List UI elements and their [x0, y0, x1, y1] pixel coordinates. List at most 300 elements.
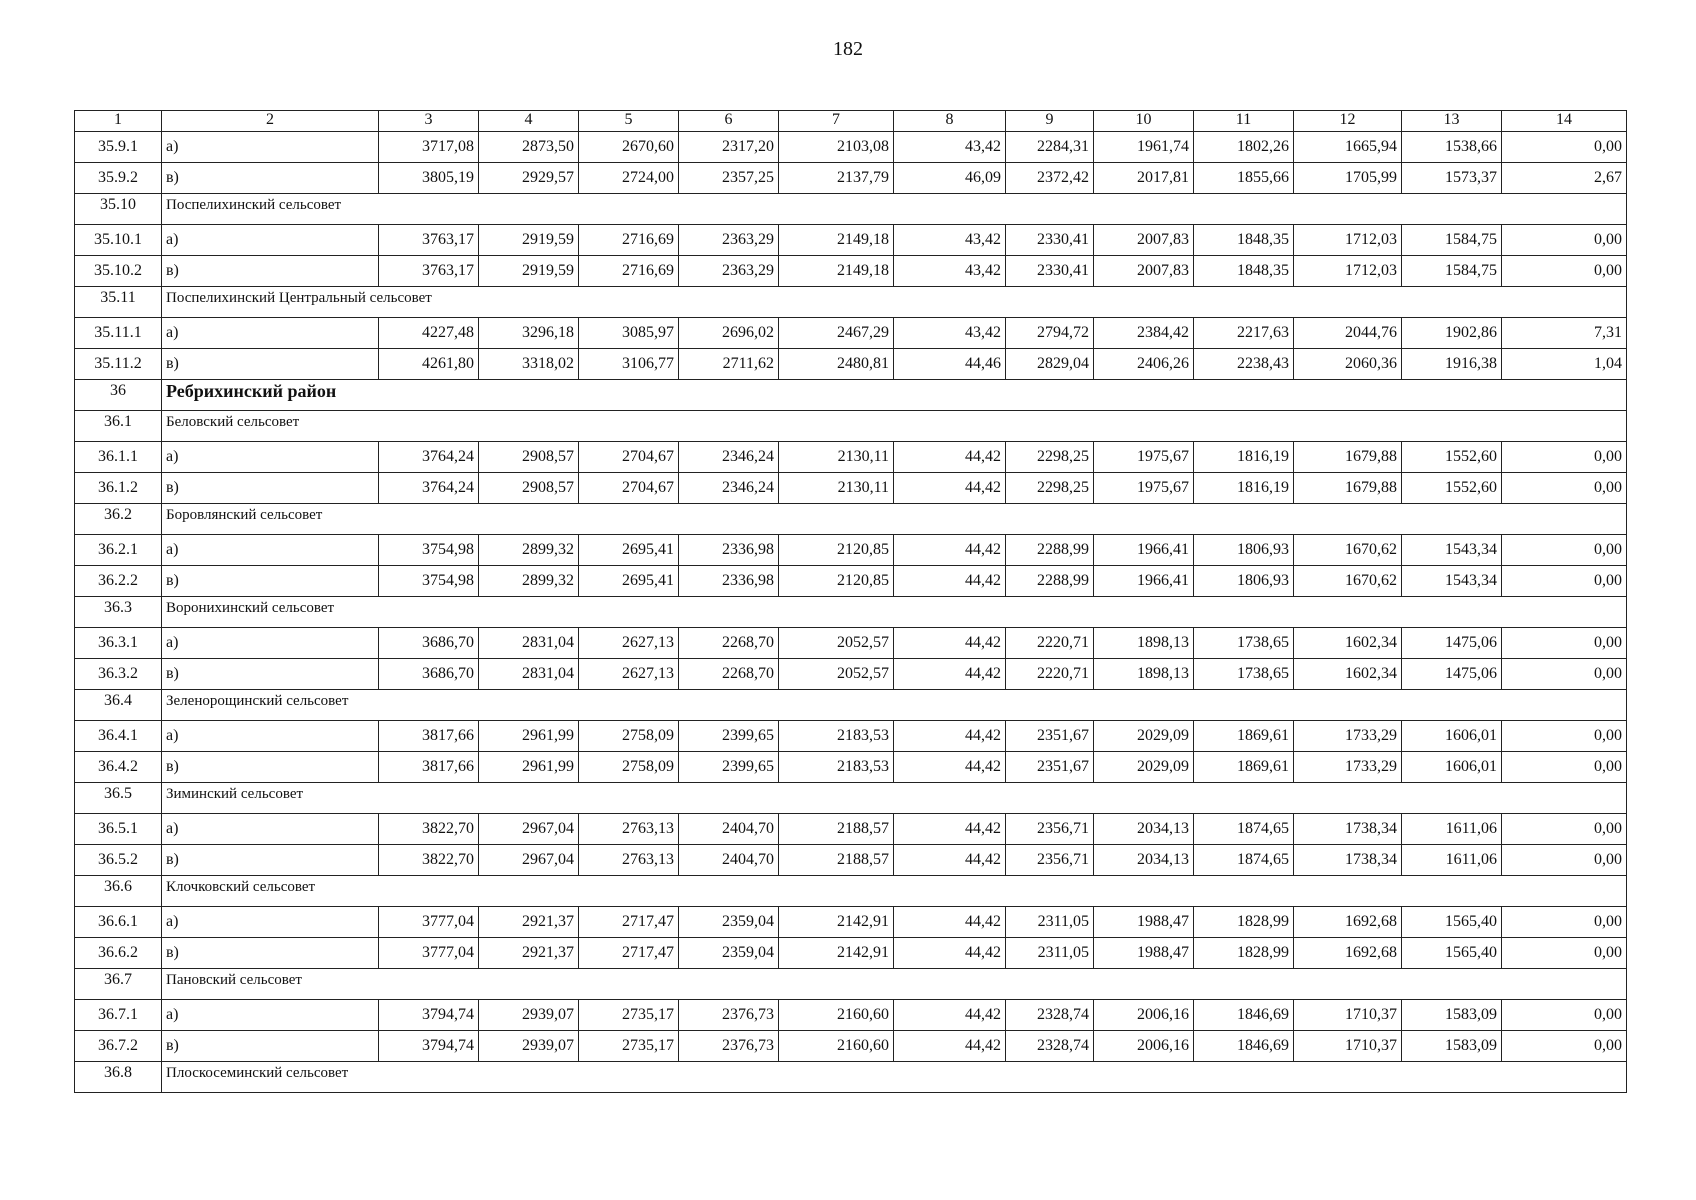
value-cell: 2929,57: [479, 163, 579, 194]
value-cell: 2130,11: [779, 473, 894, 504]
value-cell: 2183,53: [779, 721, 894, 752]
row-variant: а): [162, 535, 379, 566]
header-cell: 1: [75, 111, 162, 132]
value-cell: 2311,05: [1006, 938, 1094, 969]
value-cell: 2336,98: [679, 535, 779, 566]
value-cell: 2351,67: [1006, 721, 1094, 752]
value-cell: 2183,53: [779, 752, 894, 783]
value-cell: 3296,18: [479, 318, 579, 349]
value-cell: 2763,13: [579, 845, 679, 876]
value-cell: 1710,37: [1294, 1031, 1402, 1062]
value-cell: 1475,06: [1402, 659, 1502, 690]
table-row: [75, 535, 1627, 566]
value-cell: 2330,41: [1006, 225, 1094, 256]
row-code: 36.1.2: [75, 473, 162, 504]
row-code: 35.11.2: [75, 349, 162, 380]
value-cell: 1705,99: [1294, 163, 1402, 194]
value-cell: 1966,41: [1094, 566, 1194, 597]
value-cell: 2695,41: [579, 535, 679, 566]
value-cell: 1966,41: [1094, 535, 1194, 566]
value-cell: 3763,17: [379, 256, 479, 287]
value-cell: 1670,62: [1294, 535, 1402, 566]
council-row: [75, 1062, 1627, 1093]
value-cell: 1874,65: [1194, 845, 1294, 876]
value-cell: 2356,71: [1006, 814, 1094, 845]
value-cell: 1975,67: [1094, 473, 1194, 504]
value-cell: 44,46: [894, 349, 1006, 380]
value-cell: 2406,26: [1094, 349, 1194, 380]
value-cell: 1565,40: [1402, 907, 1502, 938]
value-cell: 1738,34: [1294, 814, 1402, 845]
value-cell: 2220,71: [1006, 628, 1094, 659]
value-cell: 44,42: [894, 845, 1006, 876]
value-cell: 43,42: [894, 225, 1006, 256]
header-cell: 12: [1294, 111, 1402, 132]
section-code: 36.7: [75, 969, 162, 1000]
value-cell: 4227,48: [379, 318, 479, 349]
value-cell: 3754,98: [379, 566, 479, 597]
value-cell: 2404,70: [679, 814, 779, 845]
value-cell: 2052,57: [779, 659, 894, 690]
value-cell: 2704,67: [579, 442, 679, 473]
value-cell: 44,42: [894, 473, 1006, 504]
row-variant: а): [162, 628, 379, 659]
council-row: [75, 411, 1627, 442]
header-cell: 2: [162, 111, 379, 132]
value-cell: 2060,36: [1294, 349, 1402, 380]
value-cell: 3754,98: [379, 535, 479, 566]
value-cell: 44,42: [894, 1000, 1006, 1031]
value-cell: 2480,81: [779, 349, 894, 380]
value-cell: 44,42: [894, 659, 1006, 690]
section-code: 36.4: [75, 690, 162, 721]
value-cell: 44,42: [894, 1031, 1006, 1062]
section-code: 36.8: [75, 1062, 162, 1093]
table-row: [75, 225, 1627, 256]
value-cell: 2899,32: [479, 535, 579, 566]
value-cell: 2137,79: [779, 163, 894, 194]
row-variant: а): [162, 442, 379, 473]
table-row: [75, 1000, 1627, 1031]
row-variant: в): [162, 473, 379, 504]
value-cell: 1874,65: [1194, 814, 1294, 845]
row-code: 35.10.1: [75, 225, 162, 256]
value-cell: 2921,37: [479, 938, 579, 969]
section-code: 35.11: [75, 287, 162, 318]
value-cell: 3794,74: [379, 1031, 479, 1062]
row-variant: а): [162, 132, 379, 163]
value-cell: 2711,62: [679, 349, 779, 380]
value-cell: 2695,41: [579, 566, 679, 597]
value-cell: 2404,70: [679, 845, 779, 876]
value-cell: 1584,75: [1402, 256, 1502, 287]
value-cell: 2328,74: [1006, 1000, 1094, 1031]
council-title: Поспелихинский Центральный сельсовет: [162, 287, 1627, 318]
council-row: [75, 690, 1627, 721]
table-row: [75, 659, 1627, 690]
value-cell: 4261,80: [379, 349, 479, 380]
row-code: 35.11.1: [75, 318, 162, 349]
header-cell: 6: [679, 111, 779, 132]
value-cell: 1475,06: [1402, 628, 1502, 659]
value-cell: 2717,47: [579, 938, 679, 969]
section-code: 35.10: [75, 194, 162, 225]
value-cell: 2188,57: [779, 814, 894, 845]
value-cell: 1846,69: [1194, 1000, 1294, 1031]
value-cell: 2346,24: [679, 473, 779, 504]
value-cell: 2160,60: [779, 1031, 894, 1062]
value-cell: 2919,59: [479, 225, 579, 256]
value-cell: 44,42: [894, 752, 1006, 783]
value-cell: 3822,70: [379, 845, 479, 876]
value-cell: 1543,34: [1402, 566, 1502, 597]
header-cell: 14: [1502, 111, 1627, 132]
row-code: 36.2.2: [75, 566, 162, 597]
header-cell: 8: [894, 111, 1006, 132]
council-title: Зиминский сельсовет: [162, 783, 1627, 814]
value-cell: 1602,34: [1294, 659, 1402, 690]
value-cell: 2268,70: [679, 628, 779, 659]
table-row: [75, 628, 1627, 659]
table-row: [75, 318, 1627, 349]
row-code: 36.3.2: [75, 659, 162, 690]
row-variant: а): [162, 721, 379, 752]
table-row: [75, 752, 1627, 783]
value-cell: 2831,04: [479, 659, 579, 690]
value-cell: 1679,88: [1294, 442, 1402, 473]
value-cell: 2829,04: [1006, 349, 1094, 380]
value-cell: 3794,74: [379, 1000, 479, 1031]
value-cell: 0,00: [1502, 752, 1627, 783]
value-cell: 1961,74: [1094, 132, 1194, 163]
value-cell: 2735,17: [579, 1031, 679, 1062]
value-cell: 44,42: [894, 814, 1006, 845]
value-cell: 1916,38: [1402, 349, 1502, 380]
row-code: 35.9.1: [75, 132, 162, 163]
value-cell: 2758,09: [579, 752, 679, 783]
row-code: 36.1.1: [75, 442, 162, 473]
value-cell: 44,42: [894, 721, 1006, 752]
table-row: [75, 721, 1627, 752]
council-row: [75, 876, 1627, 907]
row-code: 36.5.2: [75, 845, 162, 876]
row-variant: в): [162, 1031, 379, 1062]
value-cell: 1733,29: [1294, 752, 1402, 783]
value-cell: 44,42: [894, 938, 1006, 969]
table-row: [75, 907, 1627, 938]
table-row: [75, 938, 1627, 969]
value-cell: 2149,18: [779, 256, 894, 287]
value-cell: 1898,13: [1094, 628, 1194, 659]
value-cell: 2372,42: [1006, 163, 1094, 194]
value-cell: 2763,13: [579, 814, 679, 845]
value-cell: 2357,25: [679, 163, 779, 194]
row-variant: а): [162, 907, 379, 938]
value-cell: 2288,99: [1006, 566, 1094, 597]
row-variant: а): [162, 814, 379, 845]
value-cell: 0,00: [1502, 442, 1627, 473]
table-row: [75, 845, 1627, 876]
value-cell: 0,00: [1502, 721, 1627, 752]
value-cell: 1710,37: [1294, 1000, 1402, 1031]
value-cell: 2268,70: [679, 659, 779, 690]
row-code: 36.6.1: [75, 907, 162, 938]
value-cell: 0,00: [1502, 256, 1627, 287]
council-title: Беловский сельсовет: [162, 411, 1627, 442]
value-cell: 1611,06: [1402, 845, 1502, 876]
value-cell: 2007,83: [1094, 256, 1194, 287]
value-cell: 3817,66: [379, 721, 479, 752]
value-cell: 1738,65: [1194, 659, 1294, 690]
row-code: 35.9.2: [75, 163, 162, 194]
value-cell: 3777,04: [379, 938, 479, 969]
value-cell: 2160,60: [779, 1000, 894, 1031]
council-row: [75, 194, 1627, 225]
value-cell: 2899,32: [479, 566, 579, 597]
value-cell: 1602,34: [1294, 628, 1402, 659]
value-cell: 2716,69: [579, 256, 679, 287]
value-cell: 2376,73: [679, 1000, 779, 1031]
section-code: 36.2: [75, 504, 162, 535]
value-cell: 2919,59: [479, 256, 579, 287]
row-variant: в): [162, 659, 379, 690]
value-cell: 1902,86: [1402, 318, 1502, 349]
value-cell: 1565,40: [1402, 938, 1502, 969]
tariff-table-container: [74, 110, 1626, 1093]
value-cell: 1806,93: [1194, 535, 1294, 566]
value-cell: 2670,60: [579, 132, 679, 163]
value-cell: 43,42: [894, 132, 1006, 163]
council-title: Плоскосеминский сельсовет: [162, 1062, 1627, 1093]
section-code: 36.5: [75, 783, 162, 814]
value-cell: 1802,26: [1194, 132, 1294, 163]
table-row: [75, 163, 1627, 194]
value-cell: 0,00: [1502, 628, 1627, 659]
value-cell: 2356,71: [1006, 845, 1094, 876]
value-cell: 1816,19: [1194, 473, 1294, 504]
value-cell: 0,00: [1502, 814, 1627, 845]
row-variant: в): [162, 256, 379, 287]
section-code: 36.1: [75, 411, 162, 442]
value-cell: 1552,60: [1402, 473, 1502, 504]
value-cell: 1855,66: [1194, 163, 1294, 194]
value-cell: 2384,42: [1094, 318, 1194, 349]
row-variant: в): [162, 938, 379, 969]
value-cell: 3318,02: [479, 349, 579, 380]
table-row: [75, 1031, 1627, 1062]
header-cell: 11: [1194, 111, 1294, 132]
value-cell: 2120,85: [779, 535, 894, 566]
value-cell: 1538,66: [1402, 132, 1502, 163]
region-row: [75, 380, 1627, 411]
section-code: 36.3: [75, 597, 162, 628]
value-cell: 3817,66: [379, 752, 479, 783]
value-cell: 1573,37: [1402, 163, 1502, 194]
value-cell: 1806,93: [1194, 566, 1294, 597]
value-cell: 2052,57: [779, 628, 894, 659]
value-cell: 1,04: [1502, 349, 1627, 380]
council-title: Поспелихинский сельсовет: [162, 194, 1627, 225]
value-cell: 0,00: [1502, 659, 1627, 690]
value-cell: 1869,61: [1194, 721, 1294, 752]
council-row: [75, 287, 1627, 318]
value-cell: 0,00: [1502, 907, 1627, 938]
value-cell: 46,09: [894, 163, 1006, 194]
row-code: 35.10.2: [75, 256, 162, 287]
value-cell: 1665,94: [1294, 132, 1402, 163]
row-variant: в): [162, 349, 379, 380]
value-cell: 2939,07: [479, 1031, 579, 1062]
council-row: [75, 783, 1627, 814]
header-cell: 3: [379, 111, 479, 132]
row-code: 36.7.2: [75, 1031, 162, 1062]
value-cell: 3764,24: [379, 442, 479, 473]
row-code: 36.6.2: [75, 938, 162, 969]
table-row: [75, 256, 1627, 287]
value-cell: 1670,62: [1294, 566, 1402, 597]
value-cell: 2017,81: [1094, 163, 1194, 194]
header-cell: 9: [1006, 111, 1094, 132]
value-cell: 2044,76: [1294, 318, 1402, 349]
value-cell: 2317,20: [679, 132, 779, 163]
council-title: Боровлянский сельсовет: [162, 504, 1627, 535]
value-cell: 2103,08: [779, 132, 894, 163]
value-cell: 44,42: [894, 442, 1006, 473]
council-row: [75, 969, 1627, 1000]
value-cell: 2967,04: [479, 845, 579, 876]
value-cell: 2007,83: [1094, 225, 1194, 256]
value-cell: 0,00: [1502, 1031, 1627, 1062]
value-cell: 2399,65: [679, 721, 779, 752]
table-row: [75, 814, 1627, 845]
value-cell: 2939,07: [479, 1000, 579, 1031]
value-cell: 3085,97: [579, 318, 679, 349]
value-cell: 1606,01: [1402, 752, 1502, 783]
value-cell: 1975,67: [1094, 442, 1194, 473]
header-cell: 10: [1094, 111, 1194, 132]
value-cell: 0,00: [1502, 132, 1627, 163]
row-variant: в): [162, 163, 379, 194]
header-cell: 13: [1402, 111, 1502, 132]
value-cell: 2735,17: [579, 1000, 679, 1031]
value-cell: 44,42: [894, 907, 1006, 938]
value-cell: 0,00: [1502, 473, 1627, 504]
region-title: Ребрихинский район: [162, 380, 1627, 411]
value-cell: 2908,57: [479, 473, 579, 504]
value-cell: 44,42: [894, 628, 1006, 659]
value-cell: 0,00: [1502, 845, 1627, 876]
value-cell: 2627,13: [579, 659, 679, 690]
value-cell: 2298,25: [1006, 442, 1094, 473]
value-cell: 1692,68: [1294, 938, 1402, 969]
value-cell: 3106,77: [579, 349, 679, 380]
value-cell: 3822,70: [379, 814, 479, 845]
tariff-table: [74, 110, 1627, 1093]
value-cell: 2217,63: [1194, 318, 1294, 349]
value-cell: 2873,50: [479, 132, 579, 163]
council-row: [75, 597, 1627, 628]
value-cell: 2363,29: [679, 256, 779, 287]
value-cell: 2336,98: [679, 566, 779, 597]
value-cell: 2717,47: [579, 907, 679, 938]
section-code: 36: [75, 380, 162, 411]
council-title: Пановский сельсовет: [162, 969, 1627, 1000]
row-variant: а): [162, 1000, 379, 1031]
row-code: 36.7.1: [75, 1000, 162, 1031]
value-cell: 2188,57: [779, 845, 894, 876]
row-variant: а): [162, 318, 379, 349]
row-code: 36.3.1: [75, 628, 162, 659]
value-cell: 1816,19: [1194, 442, 1294, 473]
row-variant: в): [162, 566, 379, 597]
value-cell: 2359,04: [679, 907, 779, 938]
value-cell: 1848,35: [1194, 256, 1294, 287]
value-cell: 1738,34: [1294, 845, 1402, 876]
value-cell: 2716,69: [579, 225, 679, 256]
value-cell: 2142,91: [779, 907, 894, 938]
value-cell: 0,00: [1502, 225, 1627, 256]
value-cell: 2120,85: [779, 566, 894, 597]
value-cell: 1606,01: [1402, 721, 1502, 752]
value-cell: 2284,31: [1006, 132, 1094, 163]
value-cell: 2346,24: [679, 442, 779, 473]
value-cell: 44,42: [894, 566, 1006, 597]
value-cell: 2724,00: [579, 163, 679, 194]
council-title: Зеленорощинский сельсовет: [162, 690, 1627, 721]
value-cell: 1712,03: [1294, 256, 1402, 287]
value-cell: 0,00: [1502, 938, 1627, 969]
value-cell: 0,00: [1502, 566, 1627, 597]
table-row: [75, 473, 1627, 504]
value-cell: 1828,99: [1194, 938, 1294, 969]
value-cell: 2961,99: [479, 721, 579, 752]
council-row: [75, 504, 1627, 535]
value-cell: 2034,13: [1094, 814, 1194, 845]
value-cell: 2,67: [1502, 163, 1627, 194]
value-cell: 2363,29: [679, 225, 779, 256]
value-cell: 3717,08: [379, 132, 479, 163]
value-cell: 1733,29: [1294, 721, 1402, 752]
row-code: 36.4.2: [75, 752, 162, 783]
council-title: Воронихинский сельсовет: [162, 597, 1627, 628]
value-cell: 44,42: [894, 535, 1006, 566]
value-cell: 2130,11: [779, 442, 894, 473]
value-cell: 2298,25: [1006, 473, 1094, 504]
value-cell: 1988,47: [1094, 907, 1194, 938]
value-cell: 1898,13: [1094, 659, 1194, 690]
value-cell: 1846,69: [1194, 1031, 1294, 1062]
value-cell: 1584,75: [1402, 225, 1502, 256]
value-cell: 3805,19: [379, 163, 479, 194]
value-cell: 2908,57: [479, 442, 579, 473]
value-cell: 2831,04: [479, 628, 579, 659]
value-cell: 3686,70: [379, 659, 479, 690]
value-cell: 2328,74: [1006, 1031, 1094, 1062]
row-code: 36.2.1: [75, 535, 162, 566]
value-cell: 43,42: [894, 318, 1006, 349]
value-cell: 1611,06: [1402, 814, 1502, 845]
value-cell: 2238,43: [1194, 349, 1294, 380]
value-cell: 1552,60: [1402, 442, 1502, 473]
value-cell: 1679,88: [1294, 473, 1402, 504]
value-cell: 1583,09: [1402, 1031, 1502, 1062]
value-cell: 2696,02: [679, 318, 779, 349]
value-cell: 1692,68: [1294, 907, 1402, 938]
value-cell: 2149,18: [779, 225, 894, 256]
value-cell: 2359,04: [679, 938, 779, 969]
value-cell: 1543,34: [1402, 535, 1502, 566]
value-cell: 3777,04: [379, 907, 479, 938]
